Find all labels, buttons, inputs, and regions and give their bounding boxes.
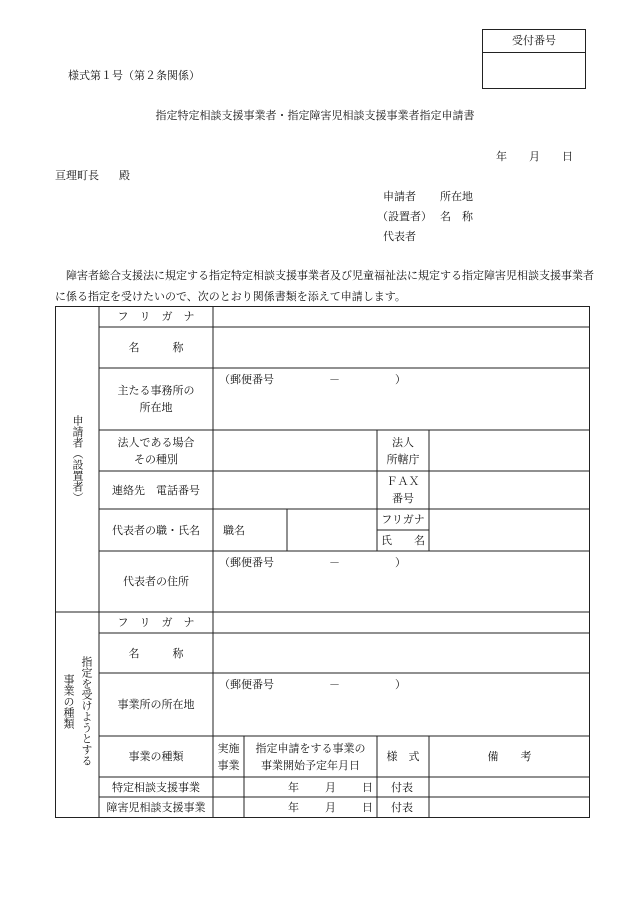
row-year: 年 <box>288 801 299 814</box>
row-business-type: 特定相談支援事業 <box>112 780 200 794</box>
postal-code-3: （郵便番号 － ） <box>219 677 406 691</box>
row-start-date <box>244 797 377 818</box>
row-day: 日 <box>362 801 373 814</box>
label-corp-office <box>377 430 429 471</box>
applicant-location-label: 所在地 <box>440 190 473 203</box>
receipt-number-label: 受付番号 <box>483 30 585 53</box>
row-month: 月 <box>325 801 336 814</box>
row-month: 月 <box>325 780 336 794</box>
label-corp-office-line1: 法人 <box>392 435 414 449</box>
section-business-label-1: 指定を受けようとする <box>80 656 93 766</box>
label-main-office <box>99 368 213 430</box>
form-number: 様式第１号（第２条関係） <box>68 69 200 82</box>
date-day: 日 <box>562 150 573 163</box>
header-implementation <box>213 736 244 777</box>
section-applicant <box>55 306 99 612</box>
label-name-1: 名 称 <box>128 341 184 354</box>
application-form-table <box>55 306 590 818</box>
date-year: 年 <box>496 150 507 163</box>
row-form: 付表 <box>391 780 413 794</box>
document-title: 指定特定相談支援事業者・指定障害児相談支援事業者指定申請書 <box>155 109 475 122</box>
header-implementation-line1: 実施 <box>217 741 240 755</box>
header-remarks: 備 考 <box>487 750 532 763</box>
label-corp-type-line1: 法人である場合 <box>117 435 195 449</box>
section-applicant-label: 申請者（設置者） <box>71 415 84 503</box>
header-style: 様 式 <box>386 750 420 763</box>
applicant-label: 申請者 <box>383 190 416 203</box>
postal-code-1: （郵便番号 － ） <box>219 372 406 386</box>
application-statement: 障害者総合支援法に規定する指定特定相談支援事業者及び児童福祉法に規定する指定障害児相談支援事業者に係る指定を受けたいので、次のとおり関係書類を添えて申請します。 <box>55 269 594 303</box>
postal-code-2: （郵便番号 － ） <box>219 555 406 569</box>
header-start-date <box>244 736 377 777</box>
label-name-2: 名 称 <box>128 646 184 660</box>
label-fax <box>377 471 429 509</box>
row-business-type: 障害児相談支援事業 <box>106 801 206 814</box>
label-main-office-line2: 所在地 <box>139 401 173 414</box>
row-day: 日 <box>362 780 373 794</box>
label-furigana-short: フリガナ <box>381 513 425 526</box>
label-main-office-line1: 主たる事務所の <box>117 384 195 397</box>
receipt-number-box <box>482 29 586 89</box>
header-start-date-line2: 事業開始予定年月日 <box>261 758 360 772</box>
representative-label: 代表者 <box>383 230 416 243</box>
header-business-type: 事業の種類 <box>128 750 184 763</box>
row-year: 年 <box>288 780 299 794</box>
header-start-date-line1: 指定申請をする事業の <box>255 741 366 755</box>
applicant-name-label: 名 称 <box>440 210 473 223</box>
label-fax-line2: 番号 <box>392 492 414 505</box>
establisher-label: （設置者） <box>377 210 432 223</box>
date-month: 月 <box>529 150 540 163</box>
label-full-name: 氏 名 <box>381 534 425 547</box>
label-rep-title-name: 代表者の職・氏名 <box>112 523 200 537</box>
row-form: 付表 <box>391 801 413 814</box>
label-fax-line1: ＦＡＸ <box>386 475 420 488</box>
label-furigana-2: フ リ ガ ナ <box>117 616 195 629</box>
row-start-date <box>244 777 377 797</box>
header-implementation-line2: 事業 <box>217 758 240 772</box>
label-contact-phone: 連絡先 電話番号 <box>112 483 200 497</box>
label-office-location: 事業所の所在地 <box>117 698 195 711</box>
addressee-name: 亘理町長 <box>55 169 99 182</box>
section-business-label-2: 事業の種類 <box>62 674 75 729</box>
section-business <box>55 612 99 818</box>
addressee <box>55 167 130 183</box>
label-corp-type-line2: その種別 <box>134 452 178 466</box>
addressee-honorific: 殿 <box>119 169 130 182</box>
label-rep-address: 代表者の住所 <box>123 575 189 588</box>
label-furigana-1: フ リ ガ ナ <box>117 310 195 323</box>
label-corp-office-line2: 所轄庁 <box>386 452 420 466</box>
label-position: 職名 <box>223 523 245 537</box>
label-corp-type <box>99 430 213 471</box>
date-line <box>496 148 595 164</box>
